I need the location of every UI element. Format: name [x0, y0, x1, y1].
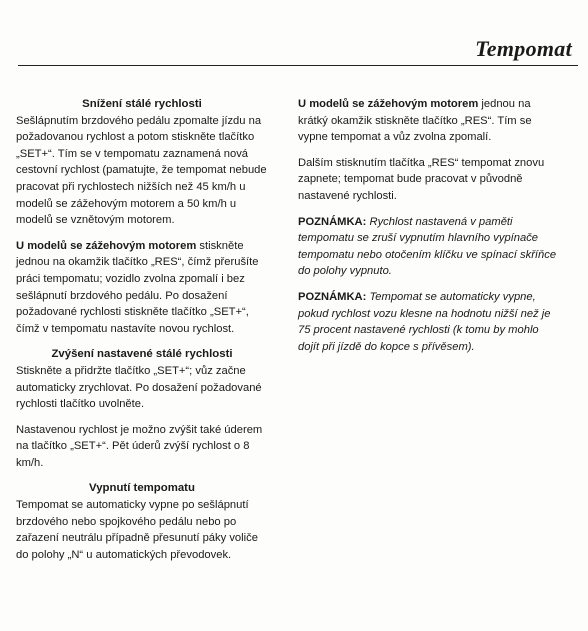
section-heading: Zvýšení nastavené stálé rychlosti: [51, 348, 233, 361]
paragraph: [16, 238, 268, 338]
page-title: Tempomat: [475, 36, 572, 61]
paragraph: [298, 96, 560, 146]
paragraph: Tempomat se automaticky vypne po sešlápnutí brzdového nebo spojkového pedálu nebo po zařazení neutrálu případně přesunutí páky voliče do polohy „N“ u automatických převodovek.: [16, 499, 258, 561]
paragraph: Nastavenou rychlost je možno zvýšit také úderem na tlačítko „SET+“. Pět úderů zvýší rychlost o 8 km/h.: [16, 423, 263, 469]
bold-lead: U modelů se zážehovým motorem: [16, 239, 197, 252]
note: [298, 289, 560, 355]
note-label: POZNÁMKA:: [298, 290, 367, 303]
note-label: POZNÁMKA:: [298, 215, 367, 228]
note: [298, 214, 560, 280]
note-text: Rychlost nastavená v paměti tempomatu se zruší vypnutím hlavního vypínače tempomatu nebo otočením klíčku ve spínací skříňce do polohy vypnuto.: [298, 215, 557, 278]
section-heading: Snížení stálé rychlosti: [82, 98, 202, 110]
paragraph-text: stiskněte jednou na okamžik tlačítko „RES“, čímž přerušíte práci tempomatu; vozidlo zvolna zpomalí i bez sešlápnutí brzdového pedálu. Po dosažení požadované rychlosti stiskněte tlačítko „SET+“, čímž v tempomatu nastavíte novou rychlost.: [16, 239, 259, 335]
bold-lead: U modelů se zážehovým motorem: [298, 98, 479, 110]
paragraph: Dalším stisknutím tlačítka „RES“ tempomat znovu zapnete; tempomat bude pracovat v původně nastavené rychlosti.: [298, 156, 545, 202]
section-heading: Vypnutí tempomatu: [89, 482, 195, 495]
title-rule: [18, 65, 578, 66]
left-column: [16, 96, 268, 572]
paragraph: Sešlápnutím brzdového pedálu zpomalte jízdu na požadovanou rychlost a potom stiskněte tlačítko „SET+“. Tím se v tempomatu zaznamená nová cestovní rychlost (pamatujte, že tempomat nebude pracovat při rychlostech nižších než 45 km/h u modelů se zážehovým motorem a 50 km/h u modelů se vznětovým motorem.: [16, 114, 267, 227]
note-text: Tempomat se automaticky vypne, pokud rychlost vozu klesne na hodnotu nižší než je 75 procent nastavené rychlosti (k tomu by mohlo dojít při jízdě do kopce s přívěsem).: [298, 290, 551, 353]
paragraph-text: jednou na krátký okamžik stiskněte tlačítko „RES“. Tím se vypne tempomat a vůz zvolna zpomalí.: [298, 98, 532, 144]
right-column: [298, 96, 560, 364]
paragraph: Stiskněte a přidržte tlačítko „SET+“; vůz začne automaticky zrychlovat. Po dosažení požadované rychlosti tlačítko uvolněte.: [16, 364, 262, 411]
